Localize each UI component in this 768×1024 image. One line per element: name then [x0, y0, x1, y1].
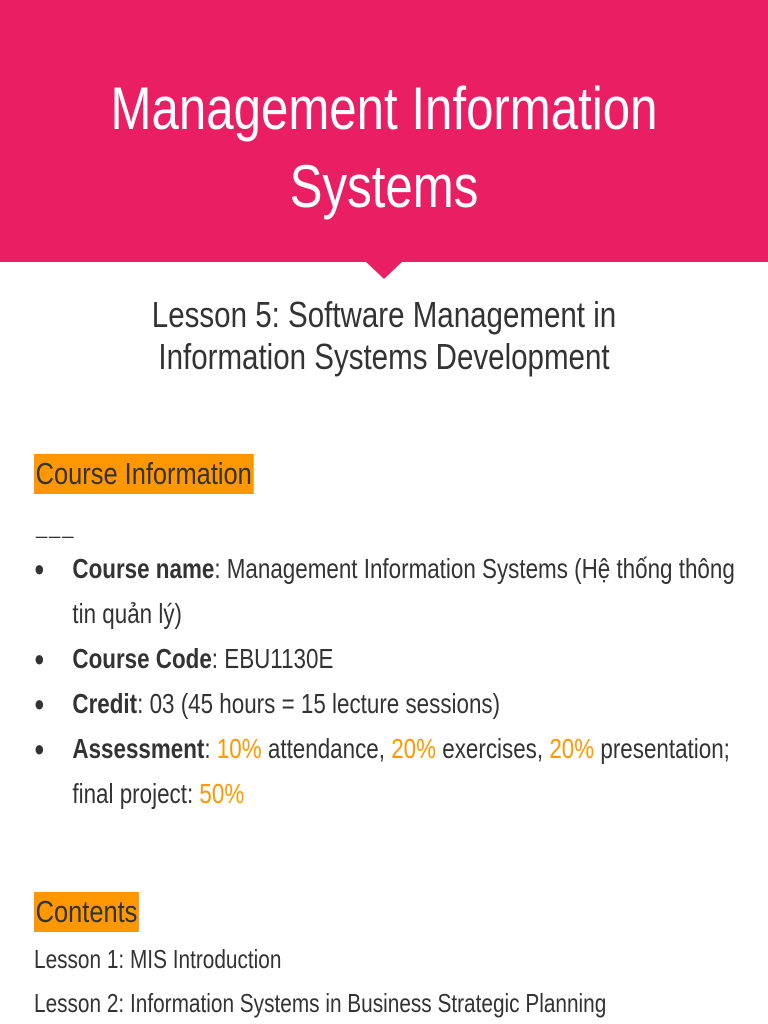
course-info-list — [34, 546, 754, 816]
list-item — [34, 681, 754, 726]
bullet-icon: ● — [34, 556, 45, 581]
item-text: : Management Information Systems (Hệ thống thông tin quản lý) — [72, 553, 735, 629]
bullet-icon: ● — [34, 736, 45, 761]
list-item — [34, 546, 754, 636]
lesson-link[interactable]: Lesson 1: MIS Introduction — [34, 944, 282, 974]
bullet-icon: ● — [34, 691, 45, 716]
assessment-label: Assessment — [72, 733, 205, 764]
bullet-icon: ● — [34, 646, 45, 671]
item-label: Course name — [72, 553, 215, 584]
presentation-percent: 20% — [549, 733, 595, 764]
lesson-link[interactable]: Lesson 2: Information Systems in Business Strategic Planning — [34, 988, 607, 1018]
item-label: Course Code — [72, 643, 212, 674]
course-information-heading: Course Information — [34, 454, 253, 494]
assessment-sep: : — [204, 733, 217, 764]
assessment-text: attendance, — [261, 733, 392, 764]
page-title: Management Information Systems — [110, 75, 658, 220]
item-text: : EBU1130E — [211, 643, 334, 674]
lesson-subtitle: Lesson 5: Software Management in Information Systems Development — [151, 294, 617, 377]
attendance-percent: 10% — [216, 733, 262, 764]
item-text: : 03 (45 hours = 15 lecture sessions) — [137, 688, 501, 719]
assessment-text: presentation; final project: — [72, 733, 730, 809]
item-label: Credit — [72, 688, 138, 719]
final-project-percent: 50% — [199, 778, 245, 809]
list-item — [34, 636, 754, 681]
contents-heading: Contents — [34, 892, 139, 932]
header-banner — [0, 0, 768, 262]
exercises-percent: 20% — [391, 733, 437, 764]
section-divider: ___ — [36, 517, 76, 539]
banner-pointer — [366, 262, 402, 279]
assessment-text: exercises, — [436, 733, 550, 764]
list-item — [34, 726, 754, 816]
